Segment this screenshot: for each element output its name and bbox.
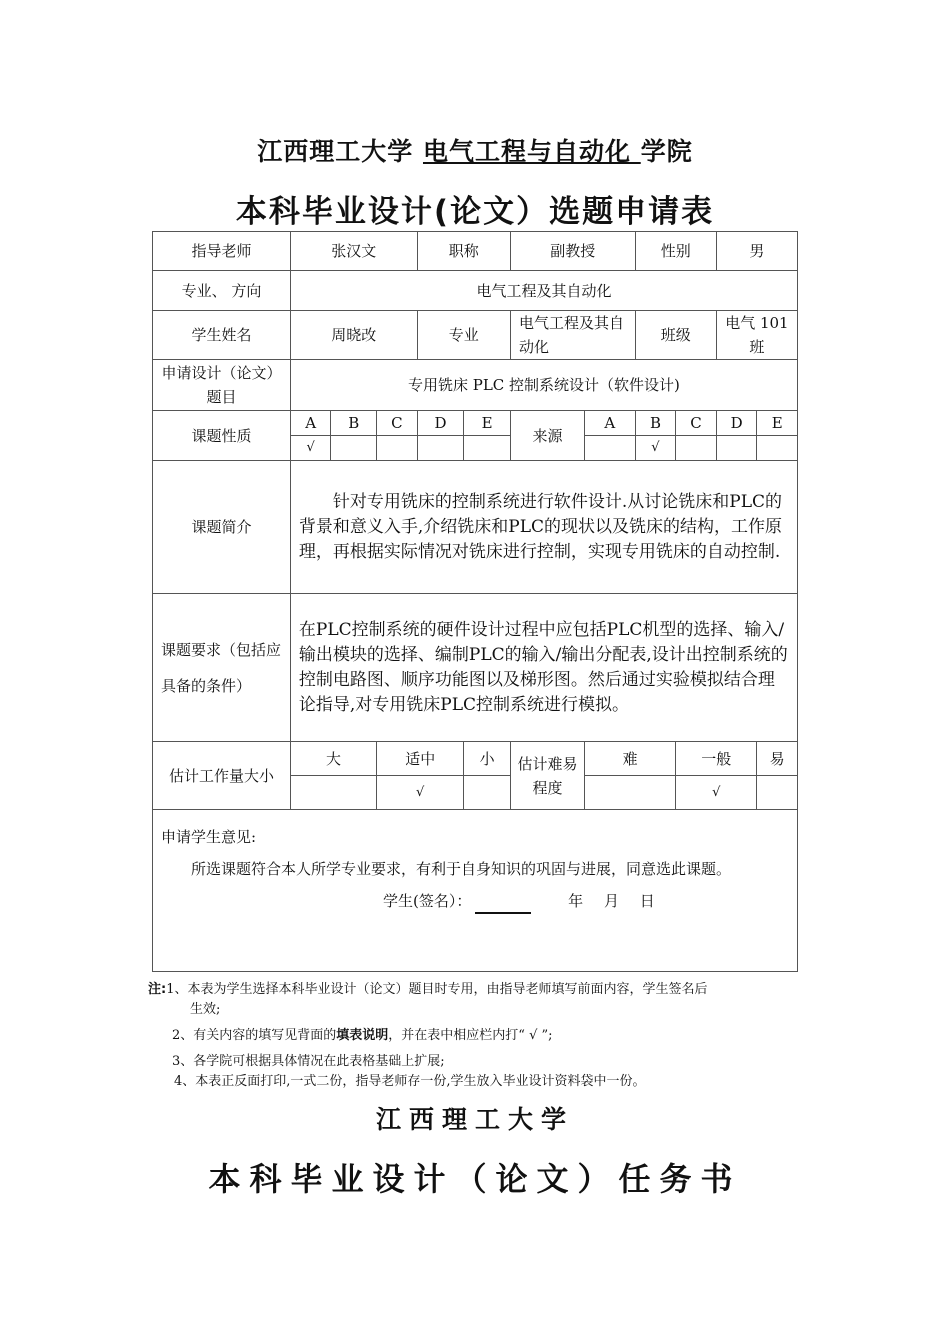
major-direction-label: 专业、 方向 [153, 271, 291, 311]
note-1: 注:1、本表为学生选择本科毕业设计（论文）题目时专用，由指导老师填写前面内容，学生签名后 [148, 982, 708, 997]
note-2: 2、有关内容的填写见背面的填表说明，并在表中相应栏内打“ √ ”; [172, 1028, 553, 1043]
signature-blank [475, 912, 531, 914]
note-4: 4、本表正反面打印,一式二份，指导老师存一份,学生放入毕业设计资料袋中一份。 [174, 1074, 646, 1089]
class-label: 班级 [635, 311, 716, 360]
major-direction-row [153, 271, 798, 311]
source-option: B [635, 411, 676, 436]
title-label: 职称 [417, 232, 510, 271]
source-option: D [716, 411, 757, 436]
intro-label: 课题简介 [153, 461, 291, 594]
signature-line [161, 888, 789, 914]
requirements-label: 课题要求（包括应具备的条件） [153, 594, 291, 742]
workload-check [464, 776, 511, 810]
student-value: 周晓改 [290, 311, 417, 360]
difficulty-option: 一般 [676, 742, 757, 776]
opinion-row [153, 810, 798, 972]
college-suffix: 学院 [640, 137, 693, 166]
task-book-title: 本科毕业设计（论文）任务书 [208, 1160, 742, 1198]
day-label: 日 [639, 892, 655, 910]
gender-value: 男 [716, 232, 797, 271]
university-name: 江西理工大学 [257, 137, 414, 166]
source-option: A [584, 411, 635, 436]
nature-options-row [153, 411, 798, 436]
source-check: √ [635, 436, 676, 461]
note-prefix: 注: [148, 982, 167, 997]
nature-check: √ [290, 436, 331, 461]
form-title: 本科毕业设计(论文）选题申请表 [235, 194, 715, 230]
difficulty-check: √ [676, 776, 757, 810]
workload-option: 大 [290, 742, 376, 776]
note-3: 3、各学院可根据具体情况在此表格基础上扩展; [172, 1054, 445, 1069]
topic-label: 申请设计（论文）题目 [153, 360, 291, 411]
nature-option: C [377, 411, 418, 436]
major-value: 电气工程及其自动化 [510, 311, 635, 360]
nature-label: 课题性质 [153, 411, 291, 461]
topic-value: 专用铣床 PLC 控制系统设计（软件设计) [290, 360, 797, 411]
student-row [153, 311, 798, 360]
nature-option: E [464, 411, 511, 436]
source-check [676, 436, 717, 461]
workload-option: 小 [464, 742, 511, 776]
signature-label: 学生(签名）： [383, 892, 472, 910]
difficulty-option: 难 [584, 742, 675, 776]
opinion-cell [153, 810, 798, 972]
title-value: 副教授 [510, 232, 635, 271]
advisor-row [153, 232, 798, 271]
application-form-table [152, 231, 798, 972]
intro-row [153, 461, 798, 594]
source-check [757, 436, 798, 461]
university-college-heading [0, 132, 950, 168]
major-label: 专业 [417, 311, 510, 360]
difficulty-option: 易 [757, 742, 798, 776]
difficulty-check [757, 776, 798, 810]
gender-label: 性别 [635, 232, 716, 271]
nature-check [331, 436, 377, 461]
nature-check [417, 436, 464, 461]
requirements-row [153, 594, 798, 742]
opinion-text: 所选课题符合本人所学专业要求，有利于自身知识的巩固与进展，同意选此课题。 [191, 860, 732, 878]
source-label: 来源 [510, 411, 584, 461]
note-1-cont: 生效; [190, 1002, 221, 1017]
source-check [716, 436, 757, 461]
opinion-label: 申请学生意见: [161, 828, 257, 846]
nature-option: D [417, 411, 464, 436]
nature-option: A [290, 411, 331, 436]
nature-check [464, 436, 511, 461]
requirements-cell [290, 594, 797, 742]
nature-check [377, 436, 418, 461]
student-label: 学生姓名 [153, 311, 291, 360]
intro-cell [290, 461, 797, 594]
intro-text: 针对专用铣床的控制系统进行软件设计.从讨论铣床和PLC的背景和意义入手,介绍铣床和PLC的现状以及铣床的结构，工作原理，再根据实际情况对铣床进行控制，实现专用铣床的自动控制. [298, 491, 783, 562]
workload-label: 估计工作量大小 [153, 742, 291, 810]
year-label: 年 [568, 892, 584, 910]
month-label: 月 [603, 892, 619, 910]
workload-option: 适中 [377, 742, 464, 776]
task-university-name: 江西理工大学 [375, 1105, 574, 1134]
workload-options-row [153, 742, 798, 776]
workload-check [290, 776, 376, 810]
difficulty-label: 估计难易程度 [510, 742, 584, 810]
topic-row [153, 360, 798, 411]
major-direction-value: 电气工程及其自动化 [290, 271, 797, 311]
source-option: C [676, 411, 717, 436]
source-check [584, 436, 635, 461]
advisor-value: 张汉文 [290, 232, 417, 271]
difficulty-check [584, 776, 675, 810]
nature-option: B [331, 411, 377, 436]
advisor-label: 指导老师 [153, 232, 291, 271]
class-value: 电气 101 班 [716, 311, 797, 360]
source-option: E [757, 411, 798, 436]
college-name: 电气工程与自动化 [422, 137, 631, 166]
workload-check: √ [377, 776, 464, 810]
notes [148, 980, 788, 1092]
requirements-text: 在PLC控制系统的硬件设计过程中应包括PLC机型的选择、输入/输出模块的选择、编制PLC的输入/输出分配表,设计出控制系统的控制电路图、顺序功能图以及梯形图。然后通过实验模拟结合理论指导,对专用铣床PLC控制系统进行模拟。 [298, 619, 788, 715]
